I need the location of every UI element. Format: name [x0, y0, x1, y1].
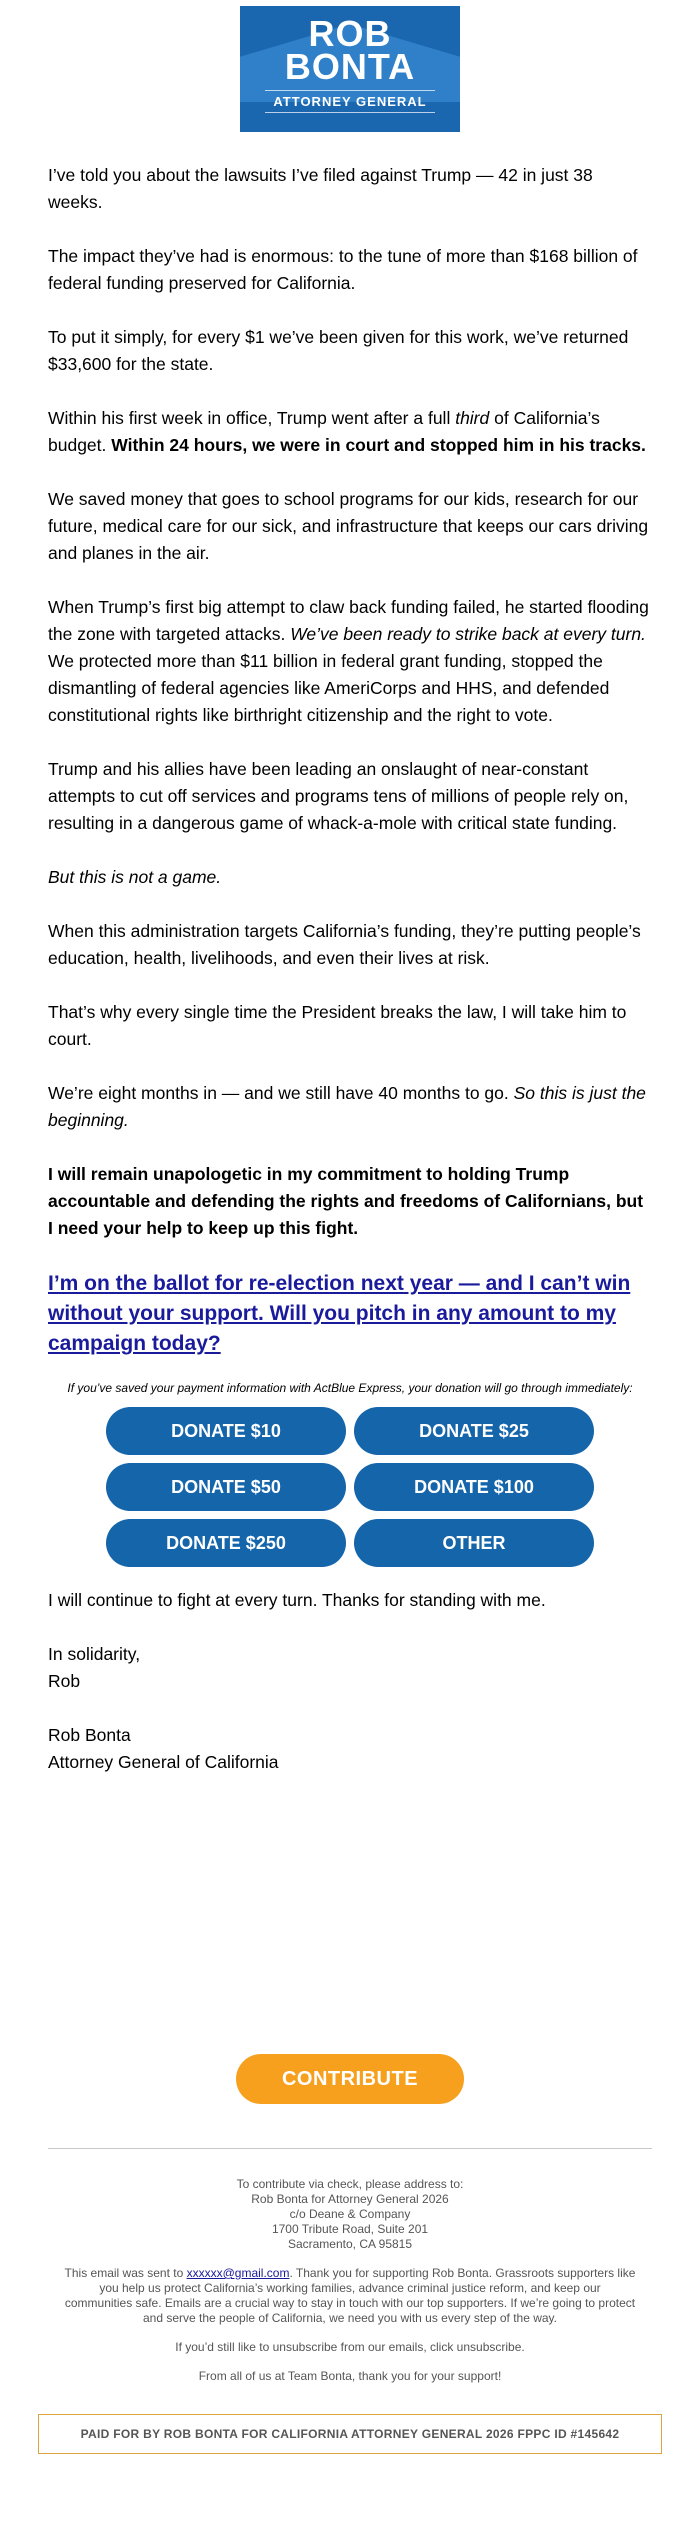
team-thanks: From all of us at Team Bonta, thank you for your support!	[198, 2369, 502, 2383]
signoff-line-2: Rob	[48, 1671, 81, 1691]
paragraph-2: The impact they’ve had is enormous: to the tune of more than $168 billion of federal funding preserved for California.	[48, 246, 638, 293]
donate-25-button[interactable]: DONATE $25	[354, 1407, 594, 1455]
signoff	[48, 1641, 652, 1695]
footer	[0, 2177, 700, 2384]
check-line-5: Sacramento, CA 95815	[287, 2237, 413, 2251]
sent-to-notice	[64, 2266, 636, 2326]
donate-50-button[interactable]: DONATE $50	[106, 1463, 346, 1511]
rob-bonta-logo[interactable]	[240, 6, 460, 132]
paragraph-4-a: Within his first week in office, Trump went after a full	[48, 408, 456, 428]
paragraph-12-bold: I will remain unapologetic in my commitment to holding Trump accountable and defending the rights and freedoms of Californians, but I need your help to keep up this fight.	[48, 1164, 644, 1238]
actblue-express-note: If you’ve saved your payment information with ActBlue Express, your donation will go through immediately:	[67, 1381, 633, 1395]
logo-line-2: BONTA	[284, 46, 416, 87]
check-line-2: Rob Bonta for Attorney General 2026	[251, 2192, 449, 2206]
paragraph-8-italic: But this is not a game.	[48, 867, 222, 887]
paragraph-6-c: We protected more than $11 billion in federal grant funding, stopped the dismantling of federal agencies like AmeriCorps and HHS, and defended constitutional rights like birthright citizenship and the right to vote.	[48, 651, 610, 725]
paid-for-disclaimer: PAID FOR BY ROB BONTA FOR CALIFORNIA ATTORNEY GENERAL 2026 FPPC ID #145642	[38, 2414, 662, 2454]
paragraph-6-italic: We’ve been ready to strike back at every turn.	[290, 624, 646, 644]
paragraph-6-a: When Trump’s first big attempt to claw back funding failed, he started flooding the zone with targeted attacks.	[48, 597, 649, 644]
donate-other-button[interactable]: OTHER	[354, 1519, 594, 1567]
check-line-4: 1700 Tribute Road, Suite 201	[271, 2222, 429, 2236]
contribute-button[interactable]: CONTRIBUTE	[236, 2054, 464, 2104]
paragraph-5: We saved money that goes to school programs for our kids, research for our future, medical care for our sick, and infrastructure that keeps our cars driving and planes in the air.	[48, 489, 649, 563]
footer-divider	[48, 2148, 652, 2149]
logo-line-1: ROB	[308, 13, 392, 54]
paragraph-12	[48, 1161, 652, 1242]
paragraph-1: I’ve told you about the lawsuits I’ve filed against Trump — 42 in just 38 weeks.	[48, 165, 593, 212]
paragraph-4-italic: third	[455, 408, 490, 428]
paragraph-4	[48, 405, 652, 459]
contribute-container	[0, 2054, 700, 2104]
paragraph-7: Trump and his allies have been leading an onslaught of near-constant attempts to cut off services and programs tens of millions of people rely on, resulting in a dangerous game of whack-a-mole with critical state funding.	[48, 759, 629, 833]
check-address-block	[64, 2177, 636, 2252]
logo-line-3: ATTORNEY GENERAL	[265, 90, 434, 113]
paragraph-4-bold: Within 24 hours, we were in court and stopped him in his tracks.	[111, 435, 646, 455]
signature-block	[48, 1722, 652, 1776]
email-body	[0, 162, 700, 1776]
paragraph-4-c: of California’s budget.	[48, 408, 600, 455]
paragraph-6	[48, 594, 652, 729]
donate-10-button[interactable]: DONATE $10	[106, 1407, 346, 1455]
signature-role: Attorney General of California	[48, 1752, 279, 1772]
paragraph-9: When this administration targets California’s funding, they’re putting people’s education, health, livelihoods, and even their lives at risk.	[48, 921, 641, 968]
check-line-3: c/o Deane & Company	[289, 2207, 411, 2221]
signoff-line-1: In solidarity,	[48, 1644, 141, 1664]
recipient-email-link[interactable]: xxxxxx@gmail.com	[186, 2266, 290, 2280]
donate-button-grid	[48, 1407, 652, 1567]
paragraph-11-a: We’re eight months in — and we still have 40 months to go.	[48, 1083, 514, 1103]
paragraph-11	[48, 1080, 652, 1134]
check-line-1: To contribute via check, please address to:	[236, 2177, 464, 2191]
paragraph-3: To put it simply, for every $1 we’ve been given for this work, we’ve returned $33,600 for the state.	[48, 327, 629, 374]
closing-thanks: I will continue to fight at every turn. Thanks for standing with me.	[48, 1590, 546, 1610]
sent-to-post: . Thank you for supporting Rob Bonta. Grassroots supporters like you help us protect California’s working families, advance criminal justice reform, and keep our communities safe. Emails are a crucial way to stay in touch with our top supporters. If we’re going to protect and serve the people of California, we need you with us every step of the way.	[64, 2266, 636, 2325]
paragraph-11-italic: So this is just the beginning.	[48, 1083, 646, 1130]
sent-to-pre: This email was sent to	[64, 2266, 187, 2280]
paragraph-10: That’s why every single time the President breaks the law, I will take him to court.	[48, 1002, 627, 1049]
unsubscribe-text[interactable]: If you’d still like to unsubscribe from our emails, click unsubscribe.	[175, 2340, 525, 2354]
signature-name: Rob Bonta	[48, 1725, 131, 1745]
paragraph-8	[48, 864, 652, 891]
donate-100-button[interactable]: DONATE $100	[354, 1463, 594, 1511]
logo-container	[0, 0, 700, 132]
donate-250-button[interactable]: DONATE $250	[106, 1519, 346, 1567]
donate-cta-link[interactable]: I’m on the ballot for re-election next year — and I can’t win without your support. Will you pitch in any amount to my campaign today?	[48, 1272, 631, 1355]
